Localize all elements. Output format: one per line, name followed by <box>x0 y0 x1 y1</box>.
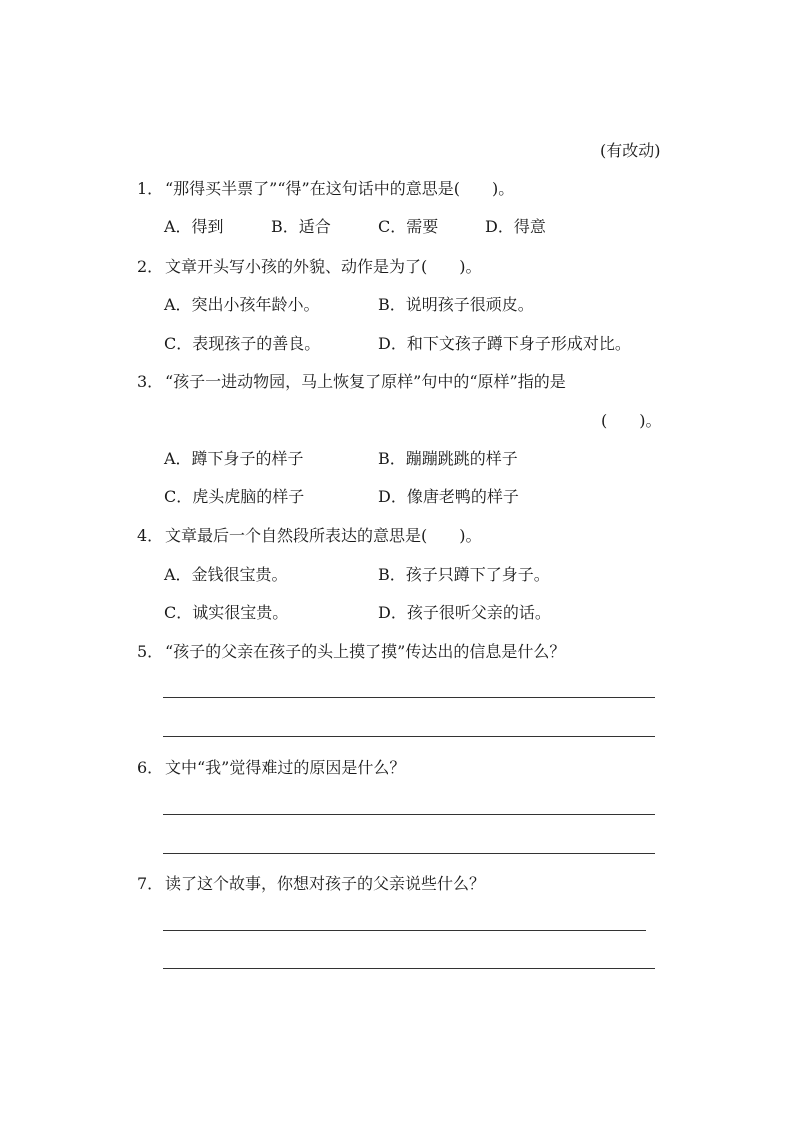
question-4 <box>137 526 482 546</box>
question-number: 3． <box>137 372 164 391</box>
option-c: C．虎头虎脑的样子 <box>164 487 305 506</box>
question-number: 2． <box>137 257 164 276</box>
option-d: D．和下文孩子蹲下身子形成对比。 <box>378 334 631 353</box>
question-text: 文中“我”觉得难过的原因是什么？ <box>165 758 406 777</box>
question-3 <box>137 372 566 392</box>
option-a: A．得到 <box>164 217 224 236</box>
option-c: C．诚实很宝贵。 <box>164 603 289 622</box>
option-a: A．金钱很宝贵。 <box>164 565 288 584</box>
answer-line[interactable] <box>163 930 646 931</box>
answer-line[interactable] <box>163 853 655 854</box>
question-number: 5． <box>137 642 164 661</box>
question-number: 6． <box>137 758 164 777</box>
question-text: 读了这个故事，你想对孩子的父亲说些什么？ <box>165 874 486 893</box>
question-7 <box>137 874 485 894</box>
question-5 <box>137 642 565 662</box>
option-b: B．蹦蹦跳跳的样子 <box>378 449 518 468</box>
option-b: B．孩子只蹲下了身子。 <box>378 565 550 584</box>
answer-blank: ( )。 <box>601 411 662 430</box>
question-number: 1． <box>137 179 164 198</box>
option-a: A．蹲下身子的样子 <box>164 449 304 468</box>
question-number: 4． <box>137 526 164 545</box>
answer-line[interactable] <box>163 736 655 737</box>
question-text: “孩子一进动物园，马上恢复了原样”句中的“原样”指的是 <box>165 372 566 391</box>
option-d: D．孩子很听父亲的话。 <box>378 603 551 622</box>
option-c: C．需要 <box>378 217 439 236</box>
question-6 <box>137 758 405 778</box>
question-text: “那得买半票了”“得”在这句话中的意思是( )。 <box>165 179 515 198</box>
question-text: “孩子的父亲在孩子的头上摸了摸”传达出的信息是什么？ <box>165 642 566 661</box>
option-d: D．得意 <box>485 217 546 236</box>
question-text: 文章最后一个自然段所表达的意思是( )。 <box>165 526 482 545</box>
option-b: B．说明孩子很顽皮。 <box>378 295 534 314</box>
answer-line[interactable] <box>163 697 655 698</box>
question-1 <box>137 179 514 199</box>
option-b: B．适合 <box>271 217 331 236</box>
option-d: D．像唐老鸭的样子 <box>378 487 519 506</box>
answer-line[interactable] <box>163 814 655 815</box>
question-text: 文章开头写小孩的外貌、动作是为了( )。 <box>165 257 482 276</box>
option-c: C．表现孩子的善良。 <box>164 334 321 353</box>
question-2 <box>137 257 482 277</box>
answer-line[interactable] <box>163 968 655 969</box>
source-note: (有改动) <box>600 141 661 160</box>
option-a: A．突出小孩年龄小。 <box>164 295 320 314</box>
question-number: 7． <box>137 874 164 893</box>
